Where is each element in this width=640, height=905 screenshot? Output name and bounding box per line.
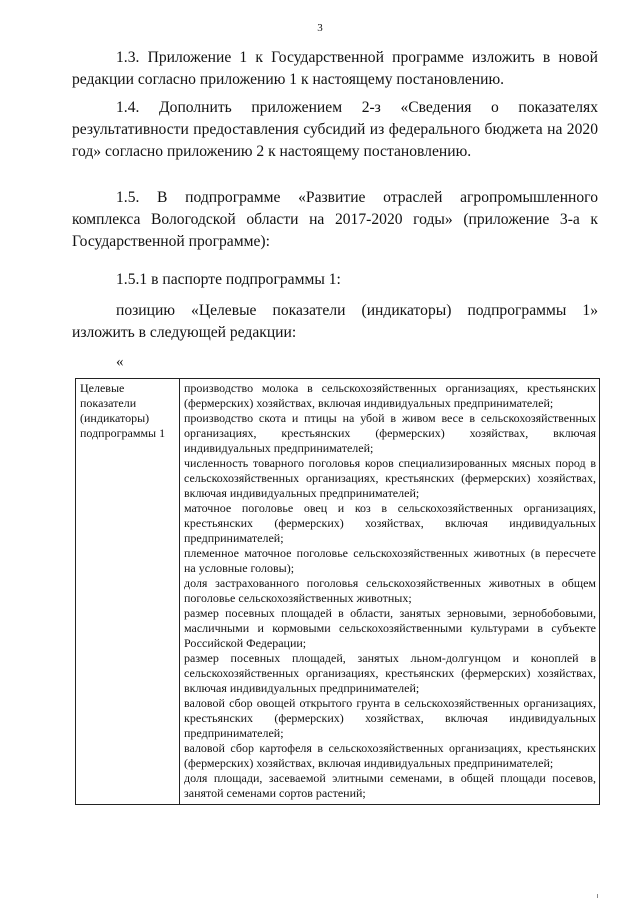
list-item: доля застрахованного поголовья сельскохозяйственных животных в общем поголовье сельскохозяйственных животных; <box>184 576 596 605</box>
opening-quote: « <box>116 354 124 370</box>
page-number: 3 <box>317 22 323 34</box>
list-item: валовой сбор картофеля в сельскохозяйственных организациях, крестьянских (фермерских) хозяйствах, включая индивидуальных предпринимателей; <box>184 741 596 770</box>
list-item: производство молока в сельскохозяйственных организациях, крестьянских (фермерских) хозяйствах, включая индивидуальных предпринимателей; <box>184 381 596 410</box>
paragraph-1-4-text: 1.4. Дополнить приложением 2-з «Сведения о показателях результативности предоставления субсидий из федерального бюджета на 2020 год» согласно приложению 2 к настоящему постановлению. <box>72 99 598 160</box>
paragraph-1-3-text: 1.3. Приложение 1 к Государственной программе изложить в новой редакции согласно приложению 1 к настоящему постановлению. <box>72 49 598 88</box>
paragraph-1-4 <box>72 97 598 163</box>
scan-mark <box>597 894 598 898</box>
paragraph-1-3 <box>72 47 598 91</box>
list-item: размер посевных площадей в области, занятых зерновыми, зернобобовыми, масличными и кормовыми сельскохозяйственными культурами в субъекте Российской Федерации; <box>184 606 596 650</box>
list-item: численность товарного поголовья коров специализированных мясных пород в сельскохозяйственных организациях, крестьянских (фермерских) хозяйствах, включая индивидуальных предпринимателей; <box>184 456 596 500</box>
paragraph-1-5-1-text: 1.5.1 в паспорте подпрограммы 1: <box>116 271 341 288</box>
indicators-table <box>75 378 600 805</box>
table-row <box>76 379 600 805</box>
list-item: доля площади, засеваемой элитными семенами, в общей площади посевов, занятой семенами сортов растений; <box>184 771 596 800</box>
paragraph-1-5 <box>72 187 598 253</box>
list-item: производство скота и птицы на убой в живом весе в сельскохозяйственных организациях, крестьянских (фермерских) хозяйствах, включая индивидуальных предпринимателей; <box>184 411 596 455</box>
paragraph-1-5-text: 1.5. В подпрограмме «Развитие отраслей агропромышленного комплекса Вологодской области на 2017-2020 годы» (приложение 3-а к Государственной программе): <box>72 189 598 250</box>
indicator-label-cell: Целевые показатели (индикаторы) подпрограммы 1 <box>76 379 180 805</box>
list-item: племенное маточное поголовье сельскохозяйственных животных (в пересчете на условные головы); <box>184 546 596 575</box>
paragraph-position-text: позицию «Целевые показатели (индикаторы) подпрограммы 1» изложить в следующей редакции: <box>72 302 598 341</box>
paragraph-1-5-1 <box>72 269 598 291</box>
list-item: валовой сбор овощей открытого грунта в сельскохозяйственных организациях, крестьянских (фермерских) хозяйствах, включая индивидуальных предпринимателей; <box>184 696 596 740</box>
list-item: размер посевных площадей, занятых льном-долгунцом и коноплей в сельскохозяйственных организациях, крестьянских (фермерских) хозяйствах, включая индивидуальных предпринимателей; <box>184 651 596 695</box>
paragraph-position <box>72 300 598 344</box>
indicator-list-cell <box>180 379 600 805</box>
list-item: маточное поголовье овец и коз в сельскохозяйственных организациях, крестьянских (фермерских) хозяйствах, включая индивидуальных предпринимателей; <box>184 501 596 545</box>
